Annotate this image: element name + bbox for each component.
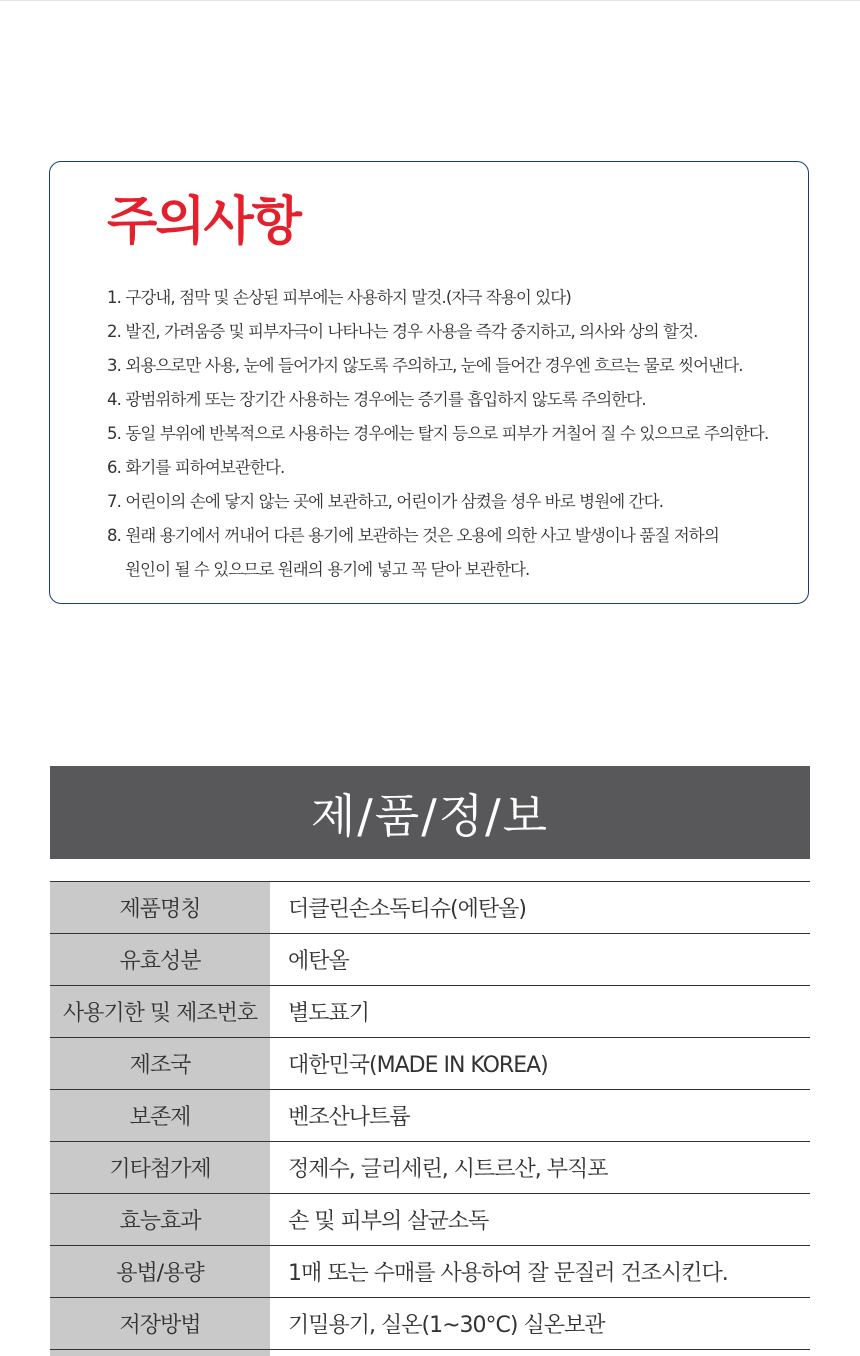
table-row	[50, 1298, 810, 1350]
row-value: 정제수, 글리세린, 시트르산, 부직포	[288, 1157, 608, 1182]
caution-item: 1. 구강내, 점막 및 손상된 피부에는 사용하지 말것.(자극 작용이 있다)	[107, 288, 571, 307]
caution-item: 5. 동일 부위에 반복적으로 사용하는 경우에는 탈지 등으로 피부가 거칠어 질 수 있으므로 주의한다.	[107, 424, 769, 443]
row-label: 효능효과	[50, 1194, 270, 1245]
table-row	[50, 882, 810, 934]
row-value: 손 및 피부의 살균소독	[288, 1209, 489, 1234]
table-row	[50, 1194, 810, 1246]
table-row	[50, 934, 810, 986]
row-label: 기타첨가제	[50, 1142, 270, 1193]
row-value: 별도표기	[288, 1001, 370, 1026]
caution-item: 4. 광범위하게 또는 장기간 사용하는 경우에는 증기를 흡입하지 않도록 주의한다.	[107, 390, 646, 409]
row-label: 보존제	[50, 1090, 270, 1141]
row-label: 저장방법	[50, 1298, 270, 1349]
table-row	[50, 1246, 810, 1298]
caution-list	[107, 281, 797, 587]
top-divider	[0, 0, 860, 1]
row-value: 에탄올	[288, 949, 349, 974]
row-label: 제품명칭	[50, 882, 270, 933]
caution-item: 8. 원래 용기에서 꺼내어 다른 용기에 보관하는 것은 오용에 의한 사고 발생이나 품질 저하의 원인이 될 수 있으므로 원래의 용기에 넣고 꼭 닫아 보관한다.	[107, 519, 797, 587]
caution-item-continuation: 원인이 될 수 있으므로 원래의 용기에 넣고 꼭 닫아 보관한다.	[125, 560, 530, 579]
row-value: 기밀용기, 실온(1~30°C) 실온보관	[288, 1313, 605, 1338]
row-label: 제조국	[50, 1038, 270, 1089]
table-row	[50, 1090, 810, 1142]
caution-item: 2. 발진, 가려움증 및 피부자극이 나타나는 경우 사용을 즉각 중지하고, 의사와 상의 할것.	[107, 322, 698, 341]
product-info-table	[50, 881, 810, 1356]
table-row	[50, 986, 810, 1038]
caution-item: 3. 외용으로만 사용, 눈에 들어가지 않도록 주의하고, 눈에 들어간 경우엔 흐르는 물로 씻어낸다.	[107, 356, 743, 375]
table-row-cutoff	[50, 1350, 810, 1356]
row-value: 1매 또는 수매를 사용하여 잘 문질러 건조시킨다.	[288, 1261, 728, 1286]
row-label: 유효성분	[50, 934, 270, 985]
caution-title: 주의사항	[107, 192, 300, 252]
caution-box	[49, 161, 809, 604]
row-value: 더클린손소독티슈(에탄올)	[288, 897, 526, 922]
row-label: 사용기한 및 제조번호	[50, 986, 270, 1037]
caution-item: 6. 화기를 피하여보관한다.	[107, 458, 285, 477]
table-row	[50, 1142, 810, 1194]
row-value-cutoff	[270, 1350, 810, 1356]
row-label: 용법/용량	[50, 1246, 270, 1297]
caution-item: 7. 어린이의 손에 닿지 않는 곳에 보관하고, 어린이가 삼켰을 셩우 바로 병원에 간다.	[107, 492, 664, 511]
product-info-header: 제/품/정/보	[50, 766, 810, 859]
table-row	[50, 1038, 810, 1090]
row-value: 대한민국(MADE IN KOREA)	[288, 1053, 548, 1078]
row-value: 벤조산나트륨	[288, 1105, 410, 1130]
row-label-cutoff	[50, 1350, 270, 1356]
